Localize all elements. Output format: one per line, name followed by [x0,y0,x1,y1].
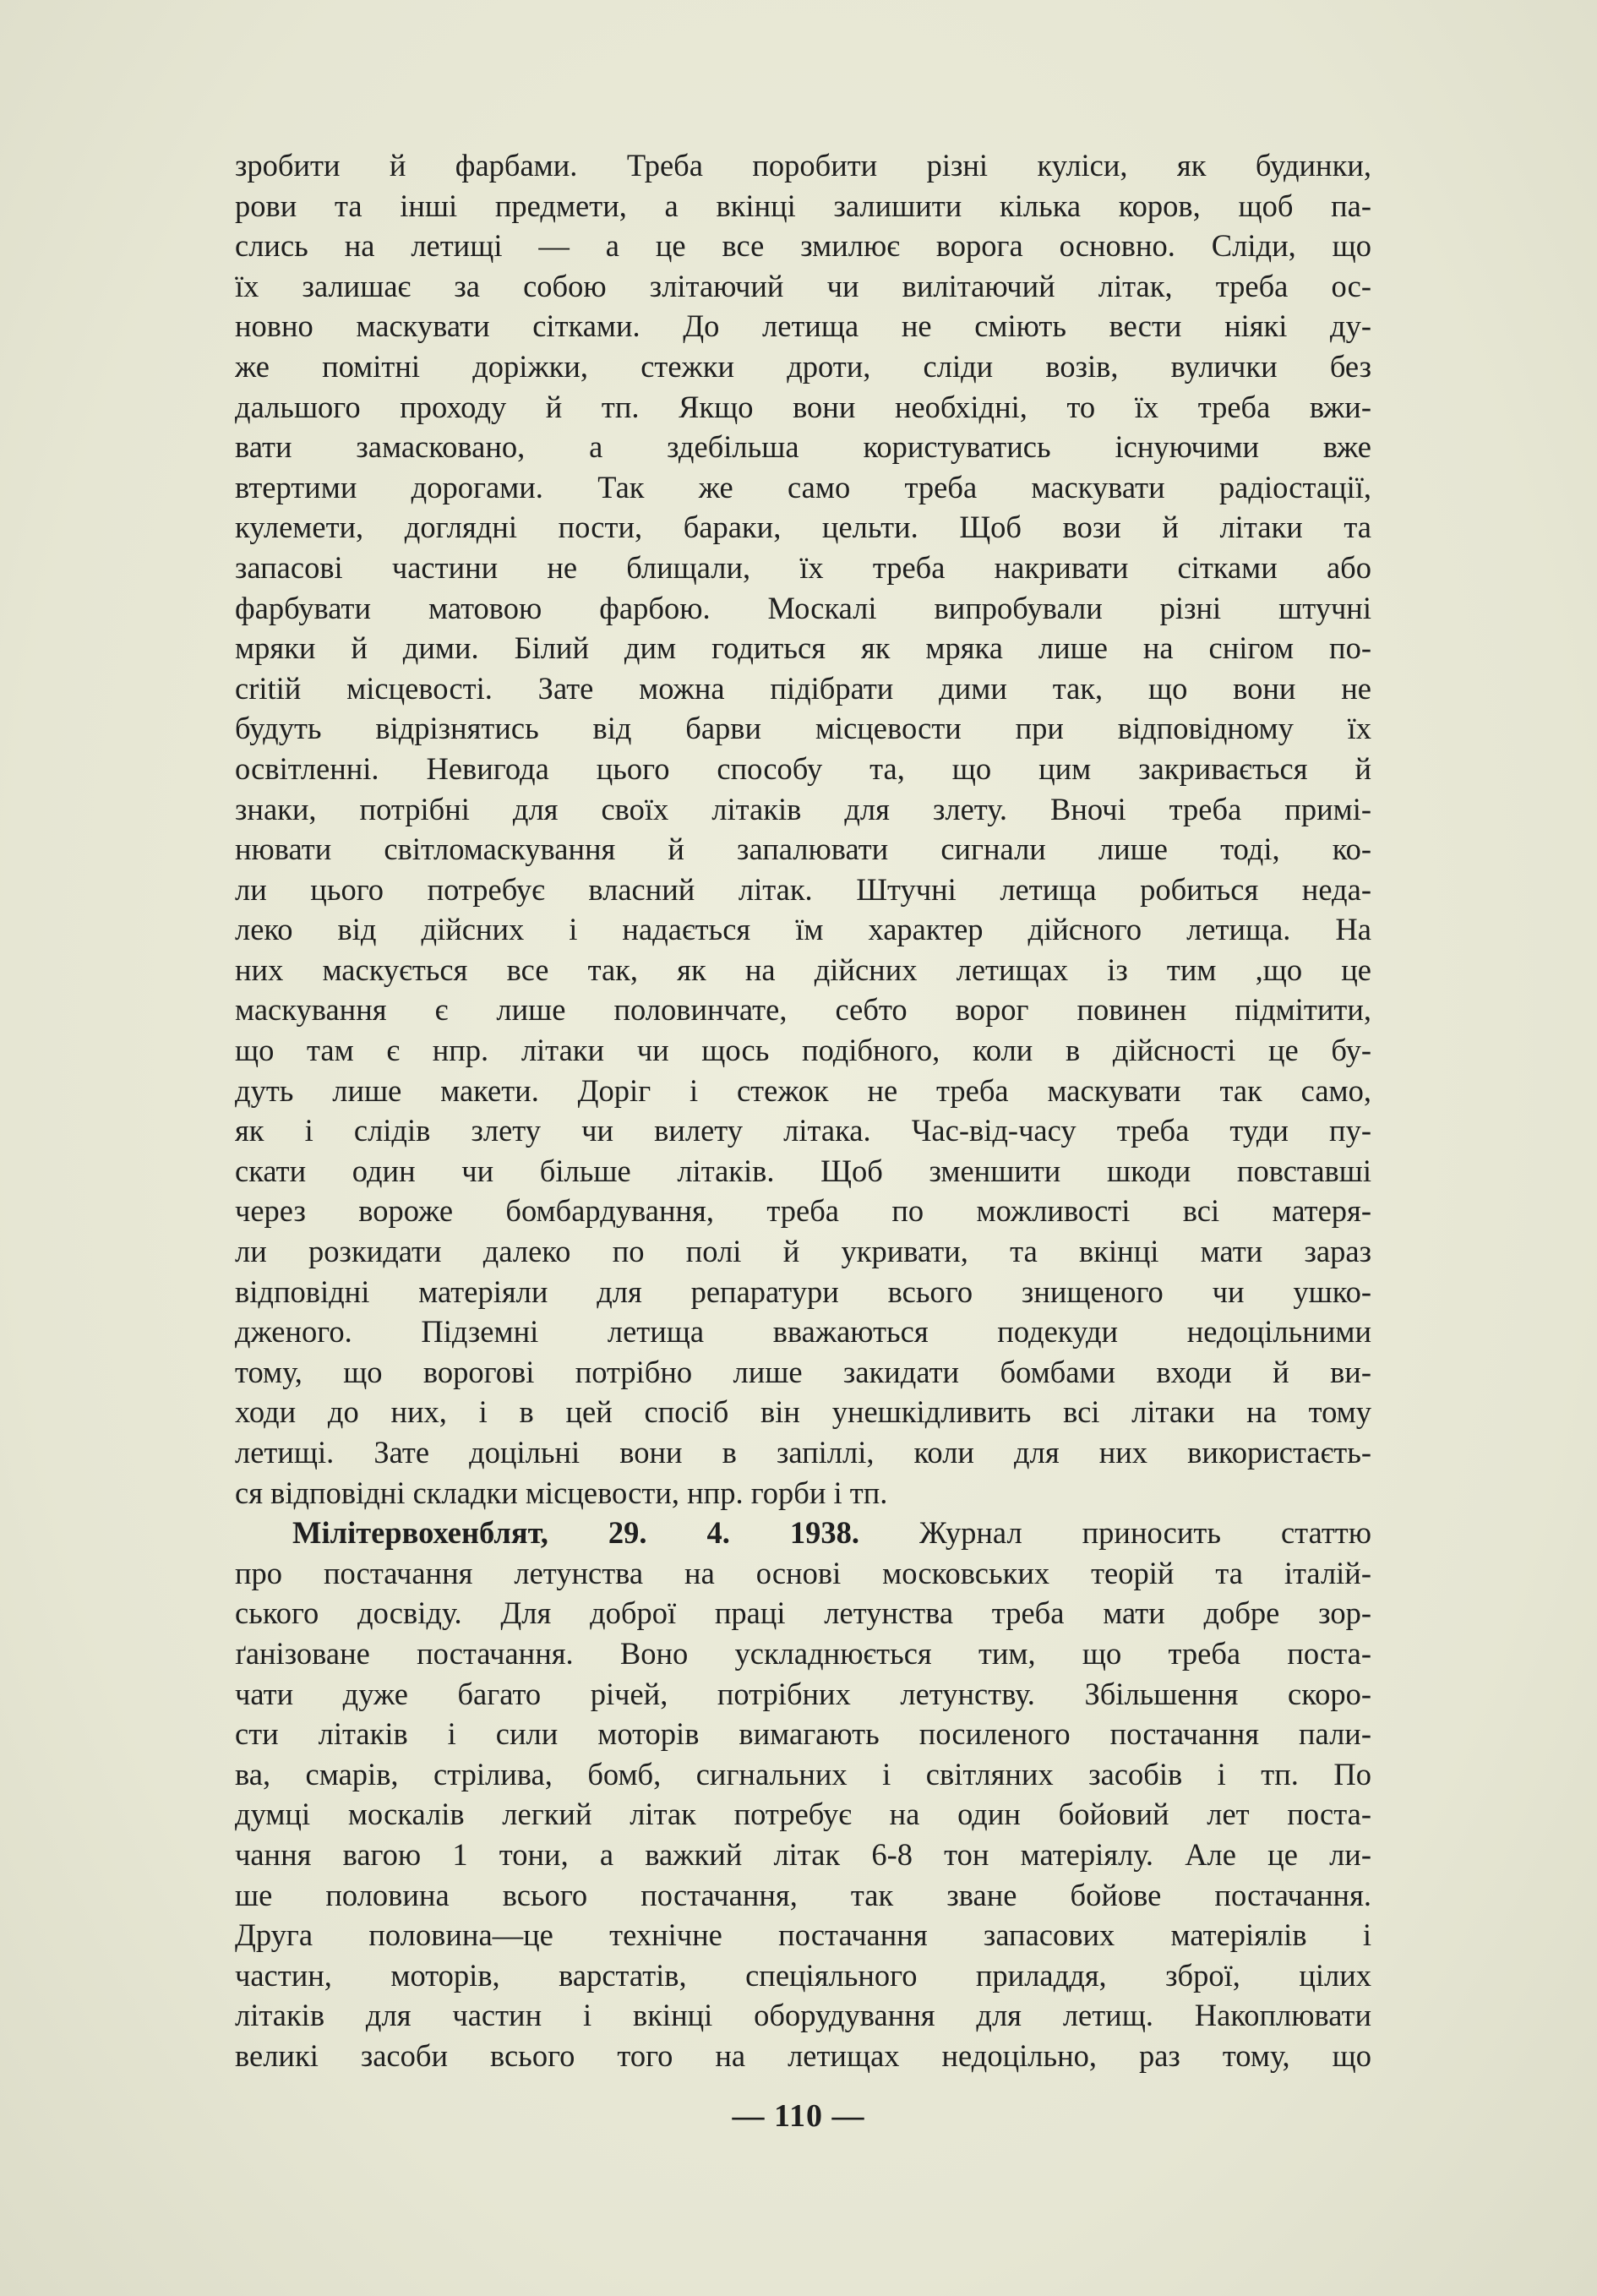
text-line: відповідні матеріяли для репаратури всього знищеного чи ушко- [235,1273,1371,1309]
text-line: чання вагою 1 тони, а важкий літак 6-8 тон матеріялу. Але це ли- [235,1836,1371,1872]
text-line: леко від дійсних і надається їм характер дійсного летища. На [235,912,1371,947]
text-line: critій місцевості. Зате можна підібрати дими так, що вони не [235,670,1371,706]
text-line: частин, моторів, варстатів, спеціяльного приладдя, зброї, цілих [235,1957,1371,1993]
text-line: ся відповідні складки місцевости, нпр. горби і тп. [235,1475,888,1510]
paragraph-first-line [235,1513,1371,1553]
text-line: зробити й фарбами. Треба поробити різні куліси, як будинки, [235,148,1371,183]
text-line: думці москалів легкий літак потребує на один бойовий лет поста- [235,1797,1371,1832]
text-line: них маскується все так, як на дійсних летищах із тим ,що це [235,952,1371,987]
text-line: як і слідів злету чи вилету літака. Час-від-часу треба туди пу- [235,1113,1371,1148]
text-line: маскування є лише половинчате, себто ворог повинен підмітити, [235,992,1371,1028]
body-text [235,145,1371,2076]
text-line: що там є нпр. літаки чи щось подібного, коли в дійсності це бу- [235,1033,1371,1068]
text-line: ли розкидати далеко по полі й укривати, та вкінці мати зараз [235,1234,1371,1269]
text-line: вати замасковано, а здебільша користуватись існуючими вже [235,429,1371,465]
text-line: скати один чи більше літаків. Щоб зменшити шкоди повставші [235,1153,1371,1188]
text-line: сти літаків і сили моторів вимагають посиленого постачання пали- [235,1716,1371,1752]
text-line: фарбувати матовою фарбою. Москалі випробували різні штучні [235,590,1371,625]
text-line: дальшого проходу й тп. Якщо вони необхідні, то їх треба вжи- [235,389,1371,424]
text-line: ше половина всього постачання, так зване бойове постачання. [235,1877,1371,1912]
text-line: тому, що ворогові потрібно лише закидати бомбами входи й ви- [235,1354,1371,1389]
text-line: ського досвіду. Для доброї праці летунства треба мати добре зор- [235,1595,1371,1631]
text-line: через вороже бомбардування, треба по можливості всі матеря- [235,1193,1371,1229]
text-line: летищі. Зате доцільні вони в запіллі, коли для них використаєть- [235,1435,1371,1470]
text-line: кулемети, доглядні пости, бараки, цельти. Щоб вози й літаки та [235,510,1371,545]
text-line: літаків для частин і вкінці оборудування для летищ. Накоплювати [235,1998,1371,2033]
text-line: великі засоби всього того на летищах недоцільно, раз тому, що [235,2037,1371,2073]
text-line: втертими дорогами. Так же само треба маскувати радіостації, [235,469,1371,504]
text-line: освітленні. Невигода цього способу та, що цим закривається й [235,750,1371,786]
text-line: дженого. Підземні летища вважаються подекуди недоцільними [235,1314,1371,1350]
text-line: рови та інші предмети, а вкінці залишити кілька коров, щоб па- [235,188,1371,223]
text-line: дуть лише макети. Доріг і стежок не треба маскувати так само, [235,1072,1371,1108]
text-line: їх залишає за собою злітаючий чи вилітаючий літак, треба ос- [235,268,1371,303]
text-line: ходи до них, і в цей спосіб він унешкідливить всі літаки на тому [235,1394,1371,1430]
text-line: ґанізоване постачання. Воно ускладнюється тим, що треба поста- [235,1635,1371,1671]
text-line: мряки й дими. Білий дим годиться як мряка лише на снігом по- [235,630,1371,666]
citation-source: Мілітервохенблят, 29. 4. 1938. [292,1515,859,1551]
text-line: ли цього потребує власний літак. Штучні летища робиться неда- [235,871,1371,907]
text-line: будуть відрізнятись від барви місцевости при відповідному їх [235,711,1371,746]
text-line: же помітні доріжки, стежки дроти, сліди возів, вулички без [235,348,1371,384]
text-line: ва, смарів, стрілива, бомб, сигнальних і світляних засобів і тп. По [235,1756,1371,1792]
text-line: чати дуже багато річей, потрібних летунству. Збільшення скоро- [235,1676,1371,1711]
text-line: Друга половина—це технічне постачання запасових матеріялів і [235,1917,1371,1953]
text-fragment: Журнал приносить статтю [858,1515,1371,1551]
text-line: нювати світломаскування й запалювати сигнали лише тоді, ко- [235,832,1371,867]
text-line: слись на летищі — а це все змилює ворога основно. Сліди, що [235,228,1371,264]
text-line: новно маскувати сітками. До летища не сміють вести ніякі ду- [235,308,1371,344]
text-line: запасові частини не блищали, їх треба накривати сітками або [235,549,1371,585]
text-line: знаки, потрібні для своїх літаків для злету. Вночі треба примі- [235,791,1371,826]
page-number: — 110 — [732,2098,865,2134]
text-line: про постачання летунства на основі московських теорій та італій- [235,1555,1371,1590]
